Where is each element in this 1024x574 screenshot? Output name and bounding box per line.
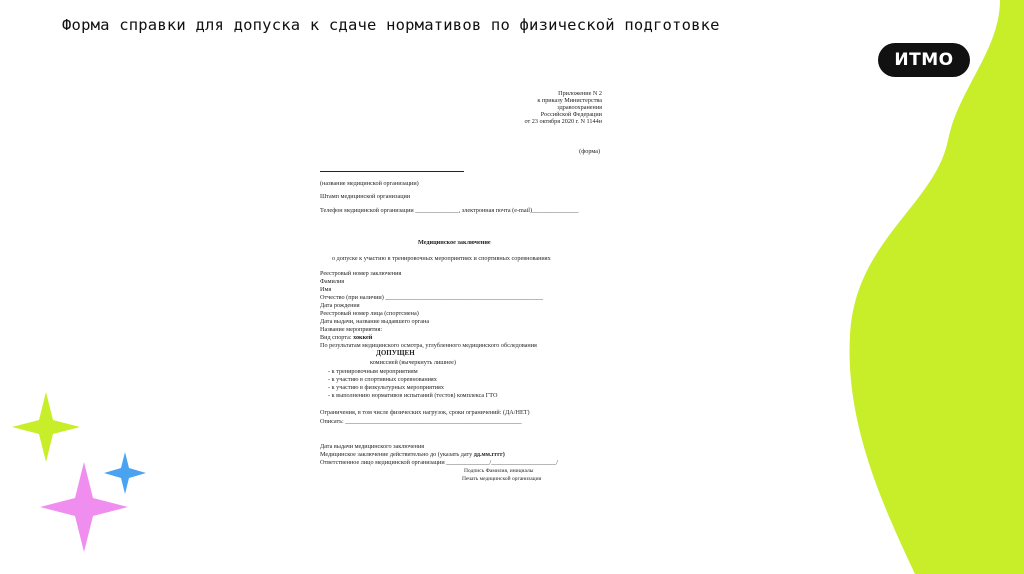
annex-line: здравоохранения [557,104,602,111]
exam-result: По результатам медицинского осмотра, углубленного медицинского обследования [320,342,537,349]
document-heading: Медицинское заключение [418,239,491,246]
admission-item: - к выполнению нормативов испытаний (тестов) комплекса ГТО [328,392,498,399]
page-title: Форма справки для допуска к сдаче нормативов по физической подготовке [62,16,720,34]
annex-line: к приказу Министерства [537,97,602,104]
valid-until-line [320,451,505,458]
blue-sparkle-icon [104,452,146,494]
admitted-label: ДОПУЩЕН [376,349,415,357]
sport-field [320,334,372,341]
stamp-label: Штамп медицинской организации [320,193,411,200]
commission-note: комиссией (вычеркнуть лишнее) [370,359,456,366]
issue-date-line: Дата выдачи медицинского заключения [320,443,425,450]
phone-line: Телефон медицинской организации ______________, электронная почта (e-mail)_______________ [320,207,579,214]
admission-item: - к участию в физкультурных мероприятиях [328,384,444,391]
form-field: Реестровый номер заключения [320,270,402,277]
form-label: (форма) [579,148,600,155]
itmo-logo: ИТМО [878,43,970,77]
document-subheading: о допуске к участию в тренировочных мероприятиях и спортивных соревнованиях [332,255,551,262]
annex-line: Российской Федерации [540,111,602,118]
sport-value: хоккей [353,334,373,341]
annex-line: Приложение N 2 [558,90,602,97]
org-name-underline [320,171,464,172]
lime-sparkle-icon [12,392,80,462]
medical-form-document [312,85,602,490]
signature-caption: Подпись Фамилия, инициалы [464,468,534,474]
form-field: Реестровый номер лица (спортсмена) [320,310,419,317]
restrictions-line: Ограничения, в том числе физических нагрузок, сроки ограничений: (ДА/НЕТ) [320,409,530,416]
form-field: Дата выдачи, название выдавшего органа [320,318,430,325]
seal-caption: Печать медицинской организации [462,476,542,482]
form-field: Имя [320,286,332,293]
form-field: Отчество (при наличии) ___________________________________________________ [320,294,544,301]
sport-label: Вид спорта: [320,334,352,341]
annex-line: от 23 октября 2020 г. N 1144н [524,118,602,125]
admission-item: - к тренировочным мероприятиям [328,368,418,375]
valid-until-format: дд.мм.гггг) [473,451,505,458]
lime-wave-shape [850,0,1024,574]
admission-item: - к участию в спортивных соревнованиях [328,376,437,383]
valid-until-label: Медицинское заключение действительно до (указать дату [320,451,473,458]
form-field: Фамилия [320,278,345,285]
responsible-line: Ответственное лицо медицинской организации ______________/_____________________/ [320,459,558,466]
form-field: Название мероприятия: [320,326,383,333]
org-name-caption: (название медицинской организации) [320,180,419,187]
form-field: Дата рождения [320,302,360,309]
describe-line: Описать: _________________________________________________________ [320,418,522,425]
